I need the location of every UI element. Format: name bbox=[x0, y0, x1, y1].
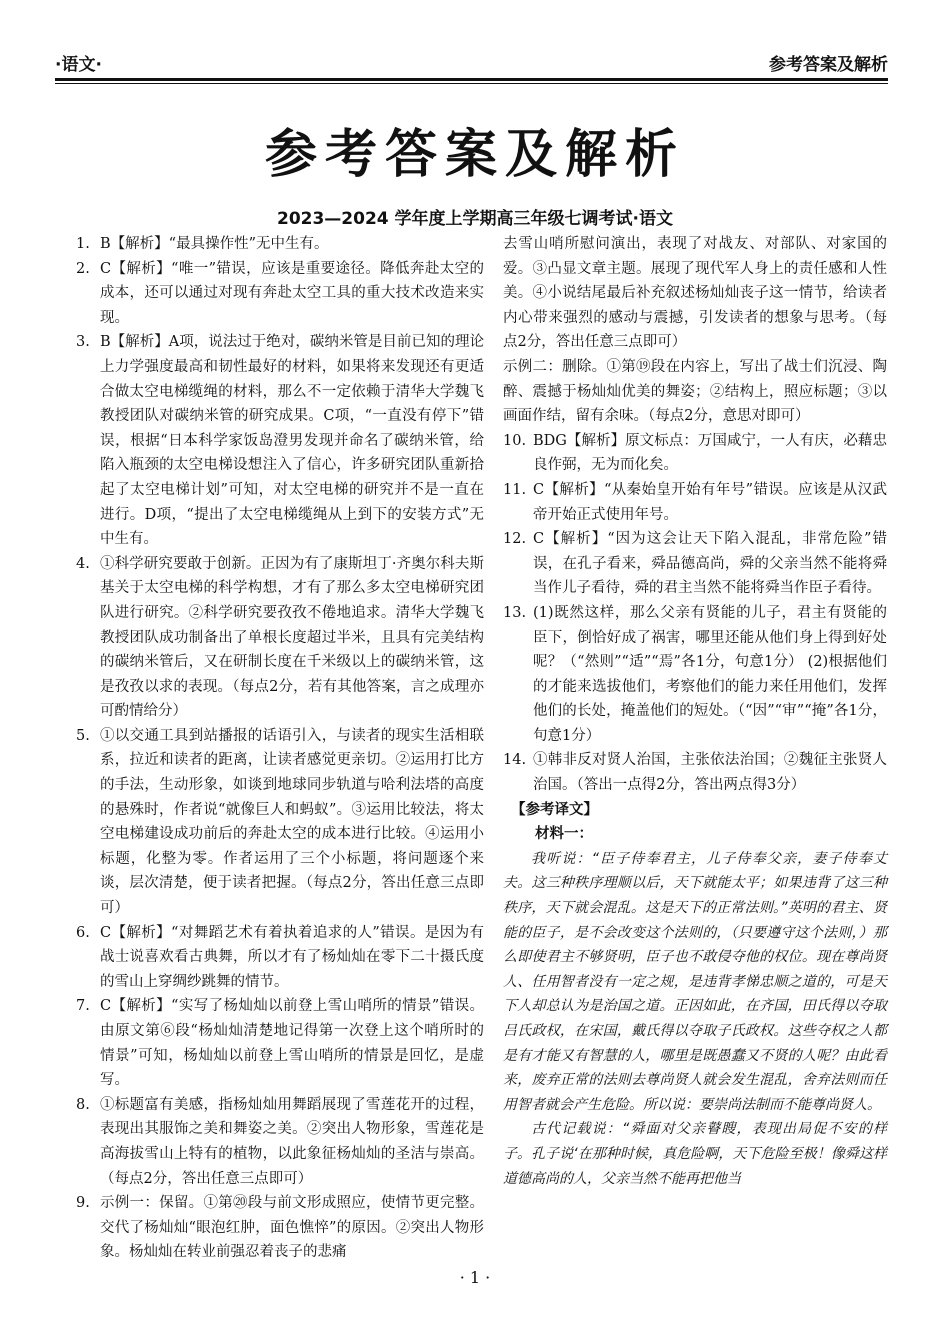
answer-item-3 bbox=[76, 330, 484, 551]
subject-label: ·语文· bbox=[55, 55, 102, 75]
item-number: 8. bbox=[76, 1096, 90, 1113]
translation-heading: 【参考译文】 bbox=[511, 800, 598, 818]
left-column bbox=[76, 232, 484, 1265]
item-number: 1. bbox=[76, 236, 90, 252]
item-text: ①以交通工具到站播报的话语引入，与读者的现实生活相联系，拉近和读者的距离，让读者感觉更亲切。②运用打比方的手法，生动形象，如谈到地球同步轨道与哈利法塔的高度的悬殊时，作者说“就像巨人和蚂蚁”。③运用比较法，将太空电梯建设成功前后的奔赴太空的成本进行比较。④运用小标题，化整为零。作者运用了三个小标题，将问题逐个来谈，层次清楚，便于读者把握。（每点2分，答出任意三点即可） bbox=[100, 727, 484, 917]
item-number: 2. bbox=[76, 260, 90, 277]
material-label: 材料一： bbox=[535, 825, 593, 843]
item-number: 7. bbox=[76, 998, 90, 1015]
translation-paragraph: 我听说：“臣子侍奉君主，儿子侍奉父亲，妻子侍奉丈夫。这三种秩序理顺以后，天下就能太平；如果违背了这三种秩序，天下就会混乱。这是天下的正常法则。”英明的君主、贤能的臣子，是不会改变这个法则的，（只要遵守这个法则，）那么即使君主不够贤明，臣子也不敢侵夺他的权位。现在尊尚贤人、任用智者没有一定之规，是违背孝悌忠顺之道的，可是天下人却总认为是治国之道。正因如此，在齐国，田氏得以夺取吕氏政权，在宋国，戴氏得以夺取子氏政权。这些夺权之人都是有才能又有智慧的人，哪里是既愚蠢又不贤的人呢？由此看来，废弃正常的法则去尊尚贤人就会发生混乱，舍弃法则而任用智者就会产生危险。所以说：要崇尚法制而不能尊尚贤人。 bbox=[503, 850, 887, 1113]
item-text: C【解析】“实写了杨灿灿以前登上雪山哨所的情景”错误。由原文第⑥段“杨灿灿清楚地记得第一次登上这个哨所时的情景”可知，杨灿灿以前登上雪山哨所的情景是回忆，是虚写。 bbox=[100, 998, 484, 1089]
item-number: 13. bbox=[503, 604, 527, 621]
item-number: 9. bbox=[76, 1195, 90, 1212]
answer-item-11 bbox=[503, 478, 887, 527]
answer-item-5 bbox=[76, 724, 484, 921]
item-number: 12. bbox=[503, 531, 527, 548]
answer-item-2 bbox=[76, 257, 484, 331]
translation-paragraph: 古代记载说：“舜面对父亲瞽瞍，表现出局促不安的样子。孔子说‘在那种时候，真危险啊，天下危险至极！像舜这样道德高尚的人，父亲当然不能再把他当 bbox=[503, 1121, 887, 1187]
item-text: C【解析】“对舞蹈艺术有着执着追求的人”错误。是因为有战士说喜欢看古典舞，所以才有了杨灿灿在零下二十摄氏度的雪山上穿绸纱跳舞的情节。 bbox=[100, 924, 484, 990]
answer-9-example-two: 示例二：删除。①第⑲段在内容上，写出了战士们沉浸、陶醉、震撼于杨灿灿优美的舞姿；②结构上，照应标题；③以画面作结，留有余味。（每点2分，意思对即可） bbox=[503, 358, 887, 425]
answer-item-10 bbox=[503, 429, 887, 478]
answer-item-7 bbox=[76, 994, 484, 1092]
item-number: 4. bbox=[76, 555, 90, 572]
item-text: BDG【解析】原文标点：万国咸宁，一人有庆，必藉忠良作弼，无为而化矣。 bbox=[533, 432, 887, 474]
answer-item-4 bbox=[76, 552, 484, 724]
item-text: B【解析】“最具操作性”无中生有。 bbox=[100, 236, 329, 252]
page-title: 参考答案及解析 bbox=[264, 125, 685, 185]
answer-item-14 bbox=[503, 748, 887, 797]
item-text: (1)既然这样，那么父亲有贤能的儿子，君主有贤能的臣下，倒恰好成了祸害，哪里还能从他们身上得到好处呢？（“然则”“适”“焉”各1分，句意1分） (2)根据他们的才能来选拔他们，考察他们的能力来任用他们，发挥他们的长处，掩盖他们的短处。（“因”“审”“掩”各1分，句意1分） bbox=[533, 604, 887, 744]
item-number: 14. bbox=[503, 752, 527, 769]
page-number: · 1 · bbox=[459, 1268, 491, 1287]
item-text: C【解析】“唯一”错误，应该是重要途径。降低奔赴太空的成本，还可以通过对现有奔赴太空工具的重大技术改造来实现。 bbox=[100, 260, 484, 326]
item-number: 3. bbox=[76, 334, 90, 351]
header-divider-thin bbox=[55, 83, 888, 84]
item-text: ①韩非反对贤人治国，主张依法治国；②魏征主张贤人治国。（答出一点得2分，答出两点得3分） bbox=[533, 752, 887, 794]
item-text: C【解析】“因为这会让天下陷入混乱，非常危险”错误，在孔子看来，舜品德高尚，舜的父亲当然不能将舜当作儿子看待，舜的君主当然不能将舜当作臣子看待。 bbox=[533, 531, 887, 597]
answer-item-8 bbox=[76, 1093, 484, 1191]
right-column bbox=[503, 232, 887, 1191]
answer-item-9 bbox=[76, 1191, 484, 1265]
item-text: B【解析】A项，说法过于绝对，碳纳米管是目前已知的理论上力学强度最高和韧性最好的材料，如果将来发现还有更适合做太空电梯缆绳的材料，那么不一定依赖于清华大学魏飞教授团队对碳纳米管的研究成果。C项，“一直没有停下”错误，根据“日本科学家饭岛澄男发现并命名了碳纳米管，给陷入瓶颈的太空电梯设想注入了信心，许多研究团队重新拾起了太空电梯计划”可知，对太空电梯的研究并不是一直在进行。D项，“提出了太空电梯缆绳从上到下的安装方式”无中生有。 bbox=[100, 334, 484, 548]
item-text: ①科学研究要敢于创新。正因为有了康斯坦丁·齐奥尔科夫斯基关于太空电梯的科学构想，才有了那么多太空电梯研究团队进行研究。②科学研究要孜孜不倦地追求。清华大学魏飞教授团队成功制备出了单根长度超过半米，且具有完美结构的碳纳米管后，又在研制长度在千米级以上的碳纳米管，这是孜孜以求的表现。（每点2分，若有其他答案，言之成理亦可酌情给分） bbox=[100, 555, 484, 720]
exam-subtitle: 2023—2024 学年度上学期高三年级七调考试·语文 bbox=[276, 209, 673, 229]
header-title: 参考答案及解析 bbox=[769, 55, 888, 75]
item-number: 11. bbox=[503, 481, 527, 498]
item-number: 5. bbox=[76, 727, 90, 744]
page-header bbox=[55, 46, 888, 74]
answer-item-12 bbox=[503, 527, 887, 601]
item-text: C【解析】“从秦始皇开始有年号”错误。应该是从汉武帝开始正式使用年号。 bbox=[533, 481, 887, 523]
answer-9-continued: 去雪山哨所慰问演出，表现了对战友、对部队、对家国的爱。③凸显文章主题。展现了现代军人身上的责任感和人性美。④小说结尾最后补充叙述杨灿灿丧子这一情节，给读者内心带来强烈的感动与震撼，引发读者的想象与思考。（每点2分，答出任意三点即可） bbox=[503, 236, 887, 351]
answer-item-6 bbox=[76, 921, 484, 995]
answer-item-13 bbox=[503, 601, 887, 749]
item-text: 示例一：保留。①第⑳段与前文形成照应，使情节更完整。交代了杨灿灿“眼泡红肿，面色憔悴”的原因。②突出人物形象。杨灿灿在转业前强忍着丧子的悲痛 bbox=[100, 1195, 484, 1261]
item-number: 6. bbox=[76, 924, 90, 941]
header-divider bbox=[55, 78, 888, 81]
item-number: 10. bbox=[503, 432, 527, 449]
item-text: ①标题富有美感，指杨灿灿用舞蹈展现了雪莲花开的过程，表现出其服饰之美和舞姿之美。②突出人物形象，雪莲花是高海拔雪山上特有的植物，以此象征杨灿灿的圣洁与崇高。（每点2分，答出任意三点即可） bbox=[100, 1096, 484, 1187]
answer-item-1 bbox=[76, 232, 484, 257]
